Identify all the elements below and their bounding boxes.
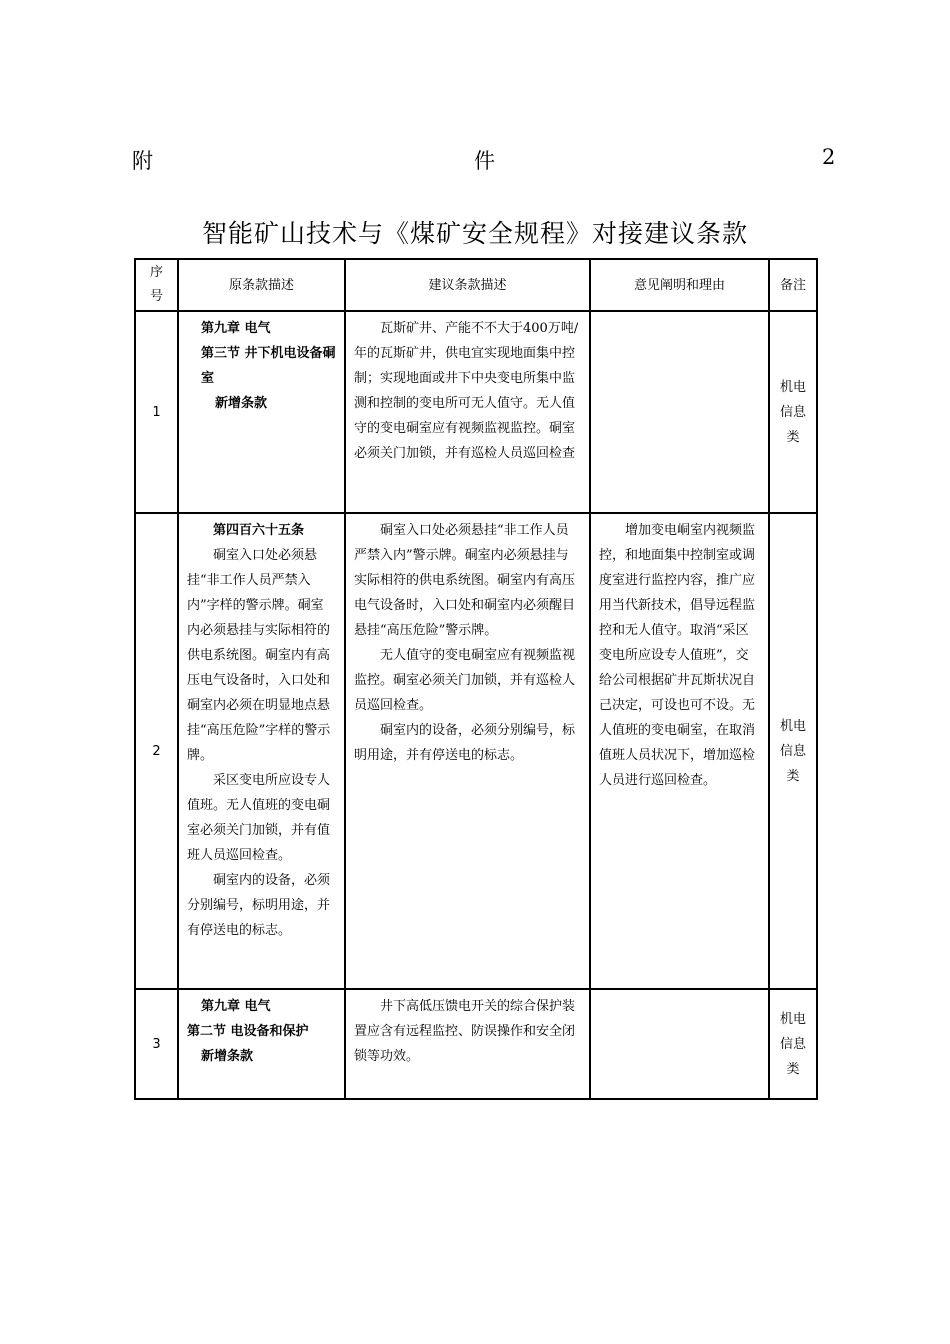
- attachment-char-1: 附: [132, 149, 153, 173]
- row-reason: [590, 311, 769, 513]
- suggested-para: 无人值守的变电硐室应有视频监视监控。硐室必须关门加锁，并有巡检人员巡回检查。: [354, 648, 576, 713]
- attachment-char-2: 件: [474, 149, 495, 173]
- reason-para: 增加变电峒室内视频监控，和地面集中控制室或调度室进行监控内容，推广应用当代新技术，倡导远程监控和无人值守。取消“采区变电所应设专人值班”，交给公司根据矿井瓦斯状况自己决定，可设也可不设。无人值班的变电硐室，在取消值班人员状况下，增加巡检人员进行巡回检查。: [599, 523, 756, 788]
- clause-table: [134, 258, 818, 1100]
- row-note: 机电信息类: [769, 311, 817, 513]
- header-suggested: 建议条款描述: [345, 259, 590, 311]
- row-seq: 2: [135, 513, 178, 989]
- document-title: 智能矿山技术与《煤矿安全规程》对接建议条款: [201, 219, 748, 248]
- original-para: 硐室入口处必须悬挂“非工作人员严禁入内”字样的警示牌。硐室内必须悬挂与实际相符的供电系统图。硐室内有高压电气设备时，入口处和硐室内必须在明显地点悬挂“高压危险”字样的警示牌。: [187, 548, 331, 763]
- header-note: 备注: [769, 259, 817, 311]
- row-suggested: [345, 311, 590, 513]
- original-new-clause: 新增条款: [201, 1049, 254, 1064]
- header-reason: 意见阐明和理由: [590, 259, 769, 311]
- suggested-para: 硐室入口处必须悬挂“非工作人员严禁入内”警示牌。硐室内必须悬挂与实际相符的供电系统图。硐室内有高压电气设备时，入口处和硐室内必须醒目悬挂“高压危险”警示牌。: [354, 523, 576, 638]
- table-row: [135, 513, 817, 989]
- row-suggested: [345, 989, 590, 1099]
- original-section: 第二节 电设备和保护: [187, 1024, 309, 1039]
- original-section: 第三节 井下机电设备硐室: [201, 346, 336, 386]
- row-original: [178, 513, 345, 989]
- original-chapter: 第九章 电气: [201, 321, 271, 336]
- attachment-label: [132, 145, 836, 175]
- table-row: [135, 989, 817, 1099]
- original-new-clause: 新增条款: [215, 396, 268, 411]
- row-seq: 3: [135, 989, 178, 1099]
- row-reason: [590, 989, 769, 1099]
- row-note: 机电信息类: [769, 989, 817, 1099]
- original-para: 采区变电所应设专人值班。无人值班的变电硐室必须关门加锁，并有值班人员巡回检查。: [187, 773, 331, 863]
- row-note: 机电信息类: [769, 513, 817, 989]
- row-original: [178, 989, 345, 1099]
- original-article: 第四百六十五条: [213, 523, 305, 538]
- suggested-para: 瓦斯矿井、产能不不大于400万吨/年的瓦斯矿井，供电宜实现地面集中控制；实现地面或井下中央变电所集中监测和控制的变电所可无人值守。无人值守的变电硐室应有视频监视监控。硐室必须关门加锁，并有巡检人员巡回检查: [354, 321, 579, 461]
- suggested-para: 井下高低压馈电开关的综合保护装置应含有远程监控、防误操作和安全闭锁等功效。: [354, 999, 576, 1064]
- original-chapter: 第九章 电气: [201, 999, 271, 1014]
- row-seq: 1: [135, 311, 178, 513]
- header-seq: 序号: [135, 259, 178, 311]
- table-header-row: [135, 259, 817, 311]
- row-suggested: [345, 513, 590, 989]
- row-reason: [590, 513, 769, 989]
- suggested-para: 硐室内的设备，必须分别编号，标明用途，并有停送电的标志。: [354, 723, 576, 763]
- original-para: 硐室内的设备，必须分别编号，标明用途，并有停送电的标志。: [187, 873, 331, 938]
- table-row: [135, 311, 817, 513]
- row-original: [178, 311, 345, 513]
- attachment-number: 2: [822, 145, 836, 169]
- header-original: 原条款描述: [178, 259, 345, 311]
